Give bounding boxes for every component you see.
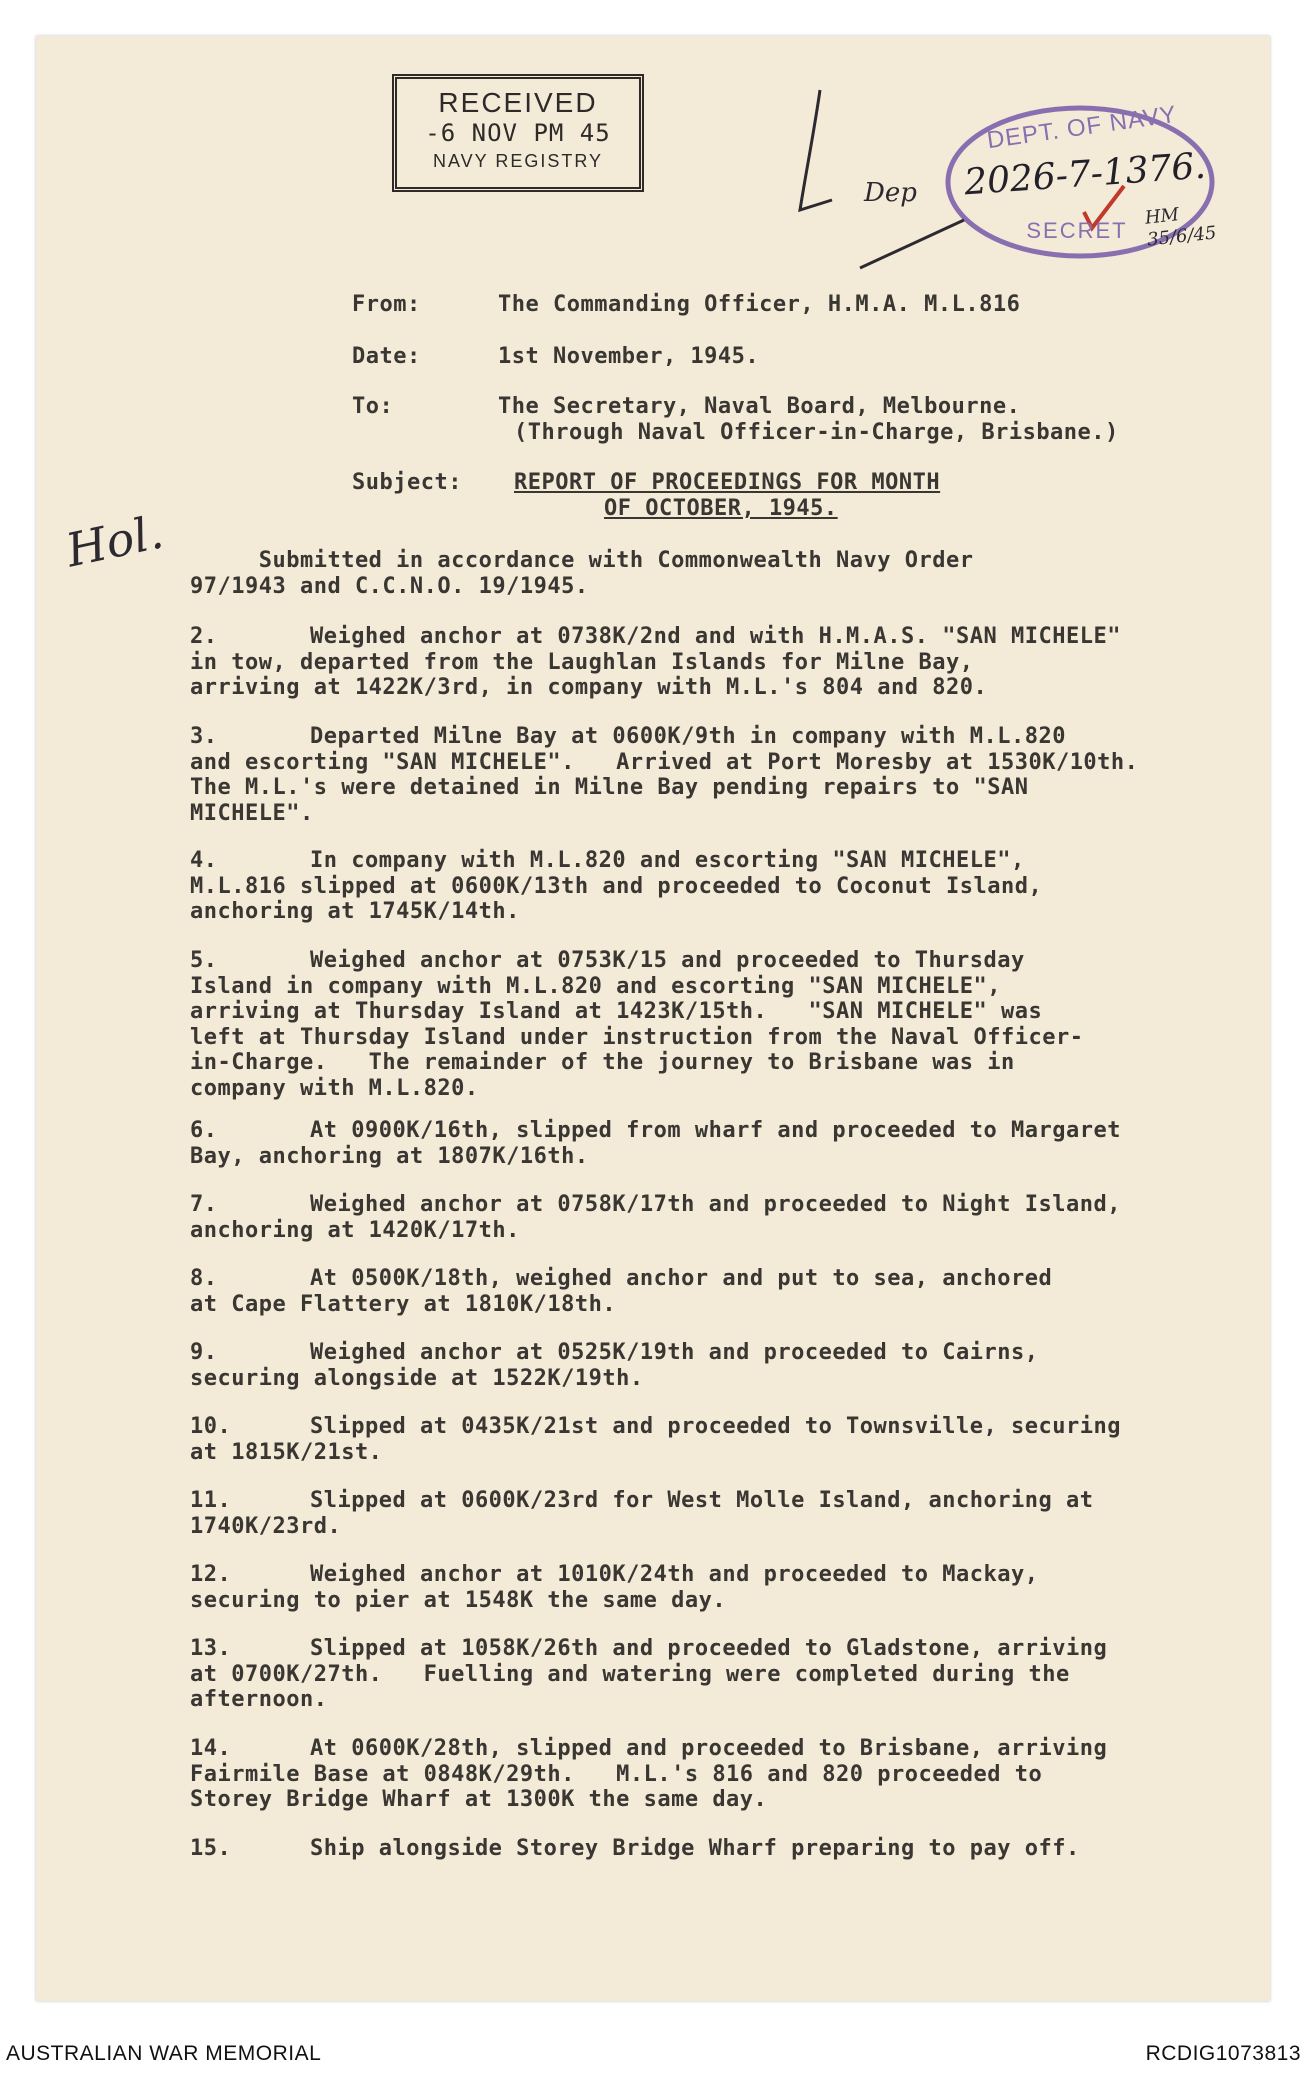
paragraph-number: 15.: [190, 1836, 232, 1861]
paragraph-number: 14.: [190, 1736, 232, 1761]
paragraph-line: securing alongside at 1522K/19th.: [190, 1365, 644, 1391]
to-value-line-1: The Secretary, Naval Board, Melbourne.: [498, 394, 1021, 419]
received-stamp-title: RECEIVED: [438, 87, 598, 118]
paragraph-line: company with M.L.820.: [190, 1075, 479, 1101]
paragraph-number: 5.: [190, 948, 218, 973]
paragraph-line: At 0900K/16th, slipped from wharf and proceeded to Margaret: [310, 1118, 1121, 1143]
paragraph-line: 97/1943 and C.C.N.O. 19/1945.: [190, 573, 589, 599]
paragraph-line: Slipped at 1058K/26th and proceeded to Gladstone, arriving: [310, 1636, 1108, 1661]
handwritten-dep: Dep: [864, 178, 917, 208]
paragraph-line: in tow, departed from the Laughlan Islands for Milne Bay,: [190, 649, 974, 675]
paragraph-number: 4.: [190, 848, 218, 873]
paragraph-line: Departed Milne Bay at 0600K/9th in company with M.L.820: [310, 724, 1066, 749]
paragraph-line: anchoring at 1745K/14th.: [190, 899, 520, 924]
handwritten-initials: Hol.: [61, 504, 168, 578]
paragraph-line: anchoring at 1420K/17th.: [190, 1217, 520, 1243]
paragraph-line: left at Thursday Island under instruction from the Naval Officer-: [190, 1024, 1084, 1050]
paragraph-number: 3.: [190, 724, 218, 749]
paragraph-line: At 0500K/18th, weighed anchor and put to sea, anchored: [310, 1266, 1053, 1291]
paragraph-number: 10.: [190, 1414, 232, 1439]
paragraph-line: In company with M.L.820 and escorting "SAN MICHELE",: [310, 848, 1025, 873]
paragraph-number: 2.: [190, 624, 218, 649]
paragraph-number: 9.: [190, 1340, 218, 1365]
paragraph-number: 11.: [190, 1488, 232, 1513]
paragraph-line: and escorting "SAN MICHELE". Arrived at Port Moresby at 1530K/10th.: [190, 749, 1139, 775]
paragraph-line: at 1815K/21st.: [190, 1439, 383, 1465]
paragraph-line: Weighed anchor at 1010K/24th and proceeded to Mackay,: [310, 1562, 1039, 1587]
paragraph-line: The M.L.'s were detained in Milne Bay pending repairs to "SAN: [190, 775, 1029, 800]
paragraph-number: 8.: [190, 1266, 218, 1291]
paragraph-line: Bay, anchoring at 1807K/16th.: [190, 1143, 589, 1169]
document-page: [36, 36, 1270, 2001]
date-label: Date:: [352, 344, 421, 369]
paragraph-line: At 0600K/28th, slipped and proceeded to Brisbane, arriving: [310, 1736, 1108, 1761]
paragraph-line: Slipped at 0600K/23rd for West Molle Island, anchoring at: [310, 1488, 1094, 1513]
subject-label: Subject:: [352, 470, 462, 495]
paragraph-line: Weighed anchor at 0738K/2nd and with H.M.A.S. "SAN MICHELE": [310, 624, 1121, 649]
stamp-secret-text: SECRET: [1026, 218, 1128, 243]
paragraph-number: 12.: [190, 1562, 232, 1587]
paragraph-line: at 0700K/27th. Fuelling and watering were completed during the: [190, 1661, 1070, 1687]
paragraph-line: M.L.816 slipped at 0600K/13th and proceeded to Coconut Island,: [190, 873, 1043, 899]
paragraph-line: arriving at Thursday Island at 1423K/15th. "SAN MICHELE" was: [190, 999, 1043, 1024]
subject-line-2: OF OCTOBER, 1945.: [604, 496, 838, 521]
handwritten-arrow-icon: [856, 214, 976, 274]
stamp-dept-text: DEPT. OF NAVY: [985, 100, 1179, 155]
paragraph-line: Slipped at 0435K/21st and proceeded to Townsville, securing: [310, 1414, 1121, 1439]
paragraph-number: 13.: [190, 1636, 232, 1661]
date-value: 1st November, 1945.: [498, 344, 760, 369]
paragraph-line: Weighed anchor at 0753K/15 and proceeded to Thursday: [310, 948, 1025, 973]
paragraph-line: Submitted in accordance with Commonwealth Navy Order: [190, 548, 974, 573]
paragraph-number: 6.: [190, 1118, 218, 1143]
to-label: To:: [352, 394, 394, 419]
paragraph-line: Island in company with M.L.820 and escorting "SAN MICHELE",: [190, 973, 1001, 999]
from-value: The Commanding Officer, H.M.A. M.L.816: [498, 292, 1021, 317]
handwritten-hm-reference: HM 35/6/45: [1143, 204, 1218, 251]
paragraph-number: 7.: [190, 1192, 218, 1217]
paragraph-line: Weighed anchor at 0758K/17th and proceeded to Night Island,: [310, 1192, 1121, 1217]
subject-line-1: REPORT OF PROCEEDINGS FOR MONTH: [514, 470, 941, 495]
paragraph-line: securing to pier at 1548K the same day.: [190, 1587, 727, 1613]
paragraph-line: in-Charge. The remainder of the journey to Brisbane was in: [190, 1050, 1015, 1075]
paragraph-line: at Cape Flattery at 1810K/18th.: [190, 1291, 617, 1317]
paragraph-line: MICHELE".: [190, 800, 314, 826]
stamp-file-number: 2026-7-1376.: [962, 145, 1208, 204]
handwritten-mark-icon: [780, 82, 860, 222]
to-value-line-2: (Through Naval Officer-in-Charge, Brisbane.): [514, 420, 1119, 445]
paragraph-line: afternoon.: [190, 1687, 328, 1712]
paragraph-line: Ship alongside Storey Bridge Wharf preparing to pay off.: [310, 1836, 1080, 1861]
paragraph-line: Storey Bridge Wharf at 1300K the same day.: [190, 1787, 768, 1812]
paragraph-line: 1740K/23rd.: [190, 1513, 342, 1539]
paragraph-line: Weighed anchor at 0525K/19th and proceeded to Cairns,: [310, 1340, 1039, 1365]
from-label: From:: [352, 292, 421, 317]
footer-institution: AUSTRALIAN WAR MEMORIAL: [6, 2042, 322, 2065]
received-stamp: [392, 74, 644, 192]
paragraph-line: arriving at 1422K/3rd, in company with M.L.'s 804 and 820.: [190, 675, 988, 700]
footer-identifier: RCDIG1073813: [1145, 2042, 1301, 2065]
paragraph-line: Fairmile Base at 0848K/29th. M.L.'s 816 and 820 proceeded to: [190, 1761, 1043, 1787]
received-stamp-registry: NAVY REGISTRY: [432, 151, 604, 171]
received-stamp-date: -6 NOV PM 45: [425, 119, 611, 147]
